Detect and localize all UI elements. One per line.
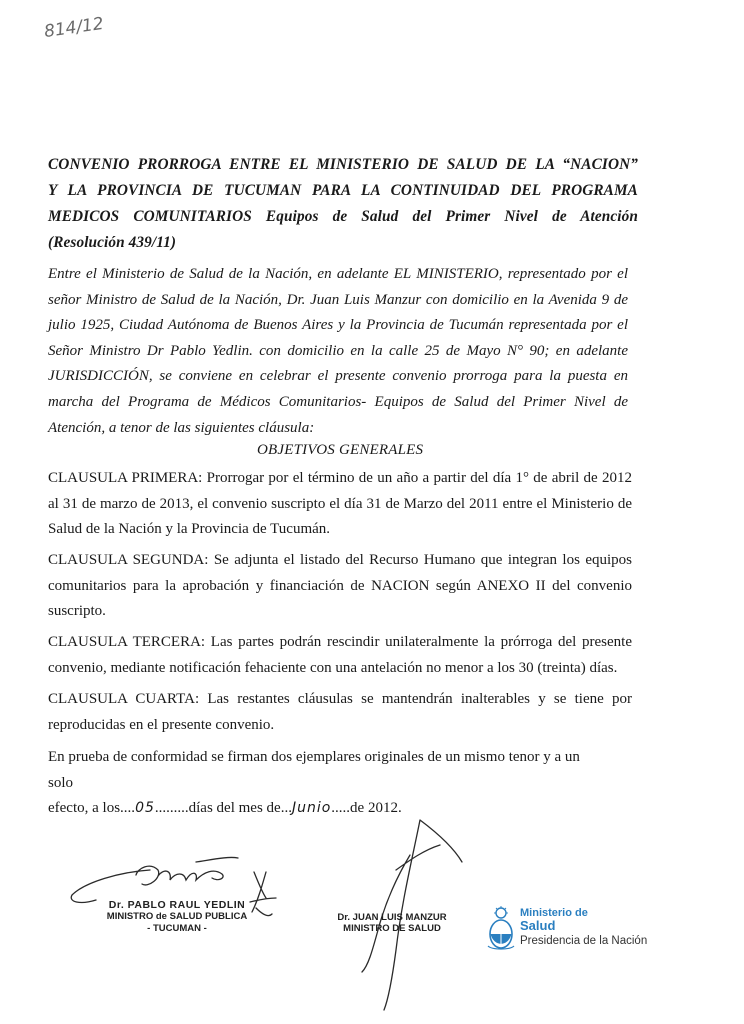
signature-stamp-yedlin — [92, 899, 262, 935]
closing-mid: .........días del mes de... — [154, 800, 292, 816]
signatory-role-center: MINISTRO DE SALUD — [343, 923, 441, 934]
signature-stamp-manzur — [322, 912, 462, 934]
title-line-1: CONVENIO PRORROGA ENTRE EL MINISTERIO DE SALUD DE LA “NACION” — [48, 156, 638, 173]
closing-suffix: .....de 2012. — [331, 800, 402, 816]
closing-day: 05 — [135, 800, 155, 816]
signatory-name-center: Dr. JUAN LUIS MANZUR — [337, 912, 447, 923]
intro-paragraph: Entre el Ministerio de Salud de la Nación, en adelante EL MINISTERIO, representado por el señor Ministro de Salud de la Nación, Dr. Juan Luis Manzur con domicilio en la Avenida 9 de julio 1925, Ciudad Autónoma de Buenos Aires y la Provincia de Tucumán representada por el Señor Ministro Dr Pablo Yedlin. con domicilio en la calle 25 de Mayo N° 90; en adelante JURISDICCIÓN, se conviene en celebrar el presente convenio prorroga para la puesta en marcha del Programa de Médicos Comunitarios- Equipos de Salud del Primer Nivel de Atención, a tenor de las siguientes cláusula: — [48, 266, 628, 436]
argentina-coat-of-arms-icon — [486, 906, 516, 952]
logo-line-salud: Salud — [520, 918, 556, 933]
signatory-name-left: Dr. PABLO RAUL YEDLIN — [108, 899, 246, 911]
handwritten-reference-note: 814/12 — [42, 13, 105, 43]
closing-line-1: En prueba de conformidad se firman dos ejemplares originales de un mismo tenor y a un solo — [48, 749, 580, 791]
closing-prefix: efecto, a los.... — [48, 800, 136, 816]
objectives-heading: OBJETIVOS GENERALES — [257, 442, 424, 458]
signature-yedlin-stroke — [71, 857, 238, 902]
clause-tercera: CLAUSULA TERCERA: Las partes podrán rescindir unilateralmente la prórroga del presente convenio, mediante notificación fehaciente con una antelación no menor a los 30 (treinta) días. — [48, 634, 632, 676]
title-line-4: (Resolución 439/11) — [48, 234, 177, 251]
title-line-3: MEDICOS COMUNITARIOS Equipos de Salud del Primer Nivel de Atención — [48, 208, 638, 225]
clause-primera: CLAUSULA PRIMERA: Prorrogar por el término de un año a partir del día 1° de abril de 2012 al 31 de marzo de 2013, el convenio suscripto el día 31 de Marzo del 2011 entre el Ministerio de Salud de la Nación y la Provincia de Tucumán. — [48, 470, 632, 537]
clause-cuarta: CLAUSULA CUARTA: Las restantes cláusulas se mantendrán inalterables y se tiene por reproducidas en el presente convenio. — [48, 691, 632, 733]
title-line-2: Y LA PROVINCIA DE TUCUMAN PARA LA CONTINUIDAD DEL PROGRAMA — [48, 182, 638, 199]
signatory-role-left: MINISTRO de SALUD PUBLICA — [106, 911, 248, 922]
clause-segunda: CLAUSULA SEGUNDA: Se adjunta el listado del Recurso Humano que integran los equipos comunitarios para la aprobación y financiación de NACION según ANEXO II del convenio suscripto. — [48, 552, 632, 619]
logo-line-ministerio: Ministerio de — [520, 907, 588, 919]
signatory-place-left: - TUCUMAN - — [147, 923, 207, 934]
closing-month: Junio — [291, 800, 332, 816]
ministry-logo — [520, 907, 647, 949]
logo-line-presidencia: Presidencia de la Nación — [520, 935, 648, 947]
